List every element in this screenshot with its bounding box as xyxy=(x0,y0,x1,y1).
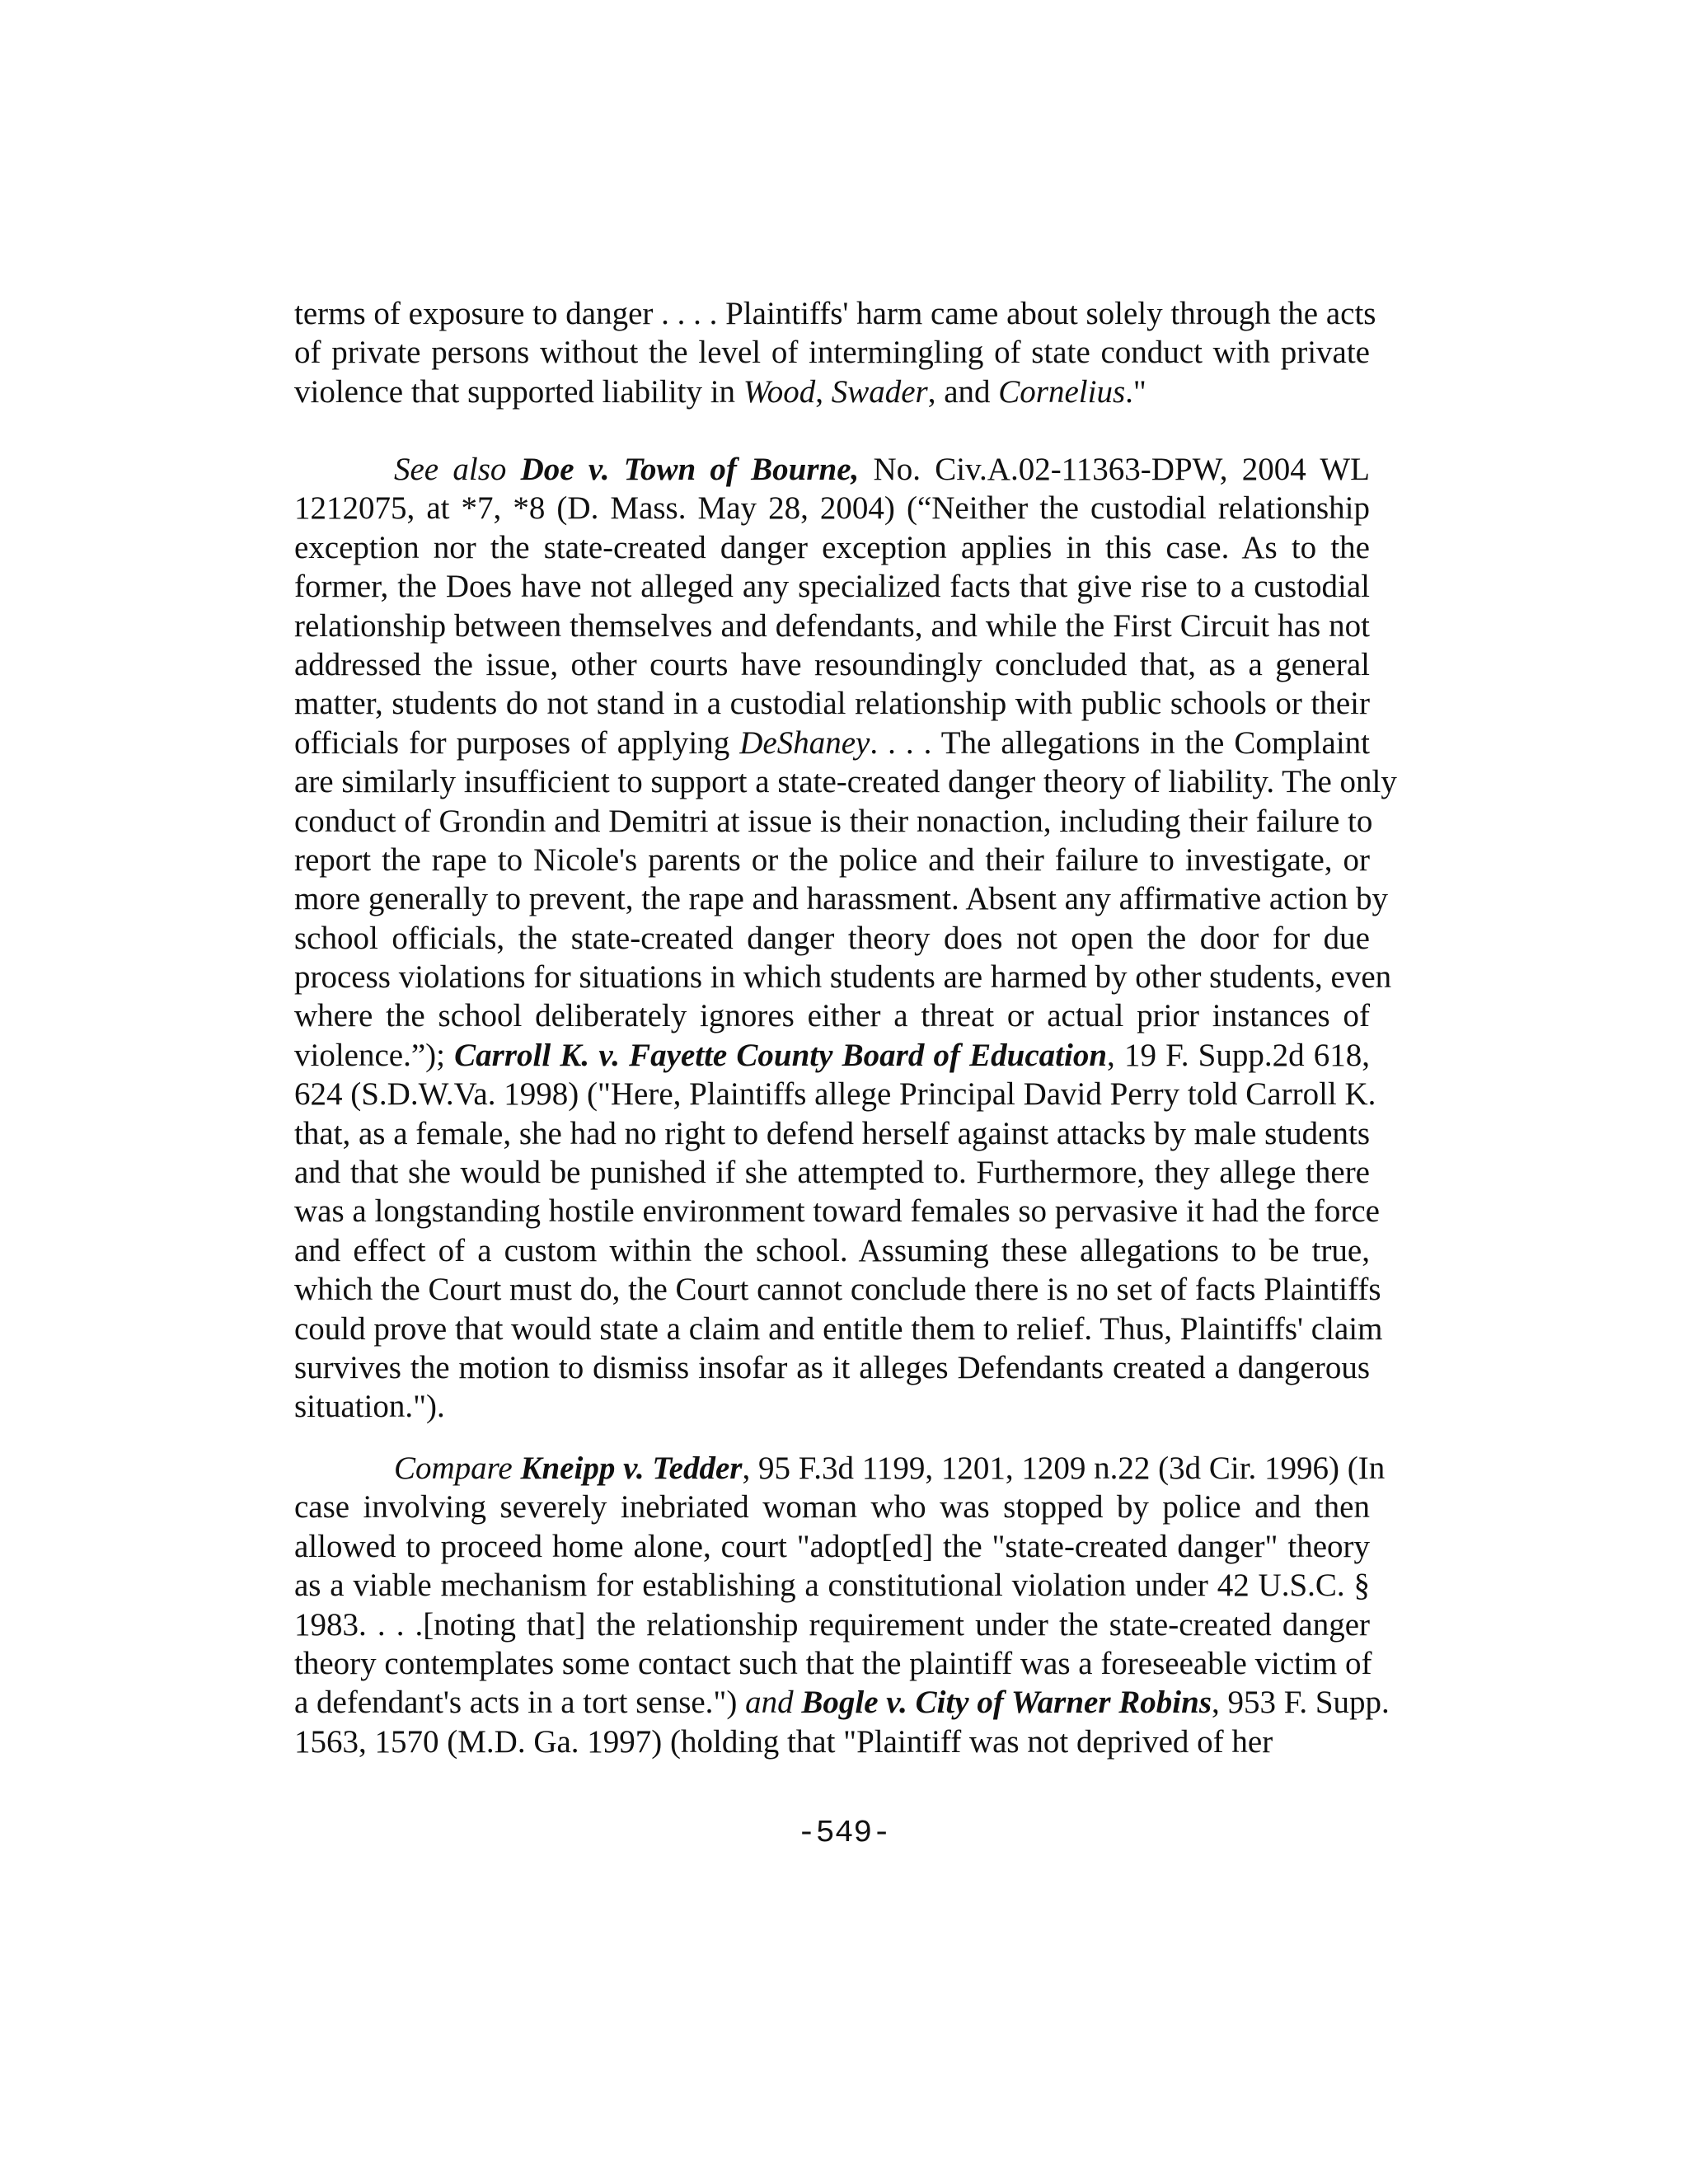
text-line: Compare Kneipp v. Tedder, 95 F.3d 1199, 1201, 1209 n.22 (3d Cir. 1996) (In xyxy=(394,1451,1386,1486)
text-line: allowed to proceed home alone, court "adopt[ed] the "state-created danger" theory xyxy=(294,1528,1370,1564)
italic-text: Swader xyxy=(831,373,928,410)
italic-text: DeShaney xyxy=(739,724,870,761)
text-line: survives the motion to dismiss insofar as it alleges Defendants created a dangerous xyxy=(294,1349,1370,1385)
text-line: of private persons without the level of intermingling of state conduct with private xyxy=(294,335,1370,371)
case-name: Kneipp v. Tedder xyxy=(520,1451,743,1486)
text-line: process violations for situations in which students are harmed by other students, even xyxy=(294,959,1392,996)
text-line: more generally to prevent, the rape and harassment. Absent any affirmative action by xyxy=(294,881,1388,917)
italic-text: and xyxy=(745,1685,802,1721)
text-line: as a viable mechanism for establishing a constitutional violation under 42 U.S.C. § xyxy=(294,1568,1370,1604)
paragraph-see-also xyxy=(294,450,1397,1427)
italic-text: Compare xyxy=(394,1451,521,1486)
text-line: was a longstanding hostile environment toward females so pervasive it had the force xyxy=(294,1193,1380,1230)
text-line: relationship between themselves and defendants, and while the First Circuit has not xyxy=(294,607,1370,644)
text-line: situation."). xyxy=(294,1389,445,1425)
text-line: See also Doe v. Town of Bourne, No. Civ.A.02-11363-DPW, 2004 WL xyxy=(394,452,1370,487)
case-name: Doe v. Town of Bourne, xyxy=(520,452,860,487)
italic-text: See also xyxy=(394,452,521,487)
text-line: could prove that would state a claim and entitle them to relief. Thus, Plaintiffs' claim xyxy=(294,1310,1383,1347)
text-line: a defendant's acts in a tort sense.") and Bogle v. City of Warner Robins, 953 F. Supp. xyxy=(294,1685,1390,1721)
italic-text: Cornelius xyxy=(998,373,1126,410)
text-line: case involving severely inebriated woman who was stopped by police and then xyxy=(294,1489,1370,1526)
text-line: addressed the issue, other courts have resoundingly concluded that, as a general xyxy=(294,646,1370,682)
text-line: report the rape to Nicole's parents or the police and their failure to investigate, or xyxy=(294,841,1370,878)
text-line: which the Court must do, the Court cannot conclude there is no set of facts Plaintiffs xyxy=(294,1272,1381,1308)
text-line: theory contemplates some contact such that the plaintiff was a foreseeable victim of xyxy=(294,1645,1372,1681)
text-line: school officials, the state-created danger theory does not open the door for due xyxy=(294,920,1370,956)
text-line: 624 (S.D.W.Va. 1998) ("Here, Plaintiffs allege Principal David Perry told Carroll K. xyxy=(294,1076,1376,1113)
paragraph-continuation xyxy=(294,294,1376,411)
text-line: are similarly insufficient to support a state-created danger theory of liability. The only xyxy=(294,764,1397,800)
page-number: -549- xyxy=(796,1816,892,1851)
case-name: Carroll K. v. Fayette County Board of Education xyxy=(454,1037,1108,1073)
paragraph-compare xyxy=(294,1449,1390,1761)
text-line: violence that supported liability in Wood, Swader, and Cornelius." xyxy=(294,373,1146,410)
text-line: terms of exposure to danger . . . . Plaintiffs' harm came about solely through the acts xyxy=(294,296,1376,331)
text-line: where the school deliberately ignores either a threat or actual prior instances of xyxy=(294,998,1370,1034)
text-line: and that she would be punished if she attempted to. Furthermore, they allege there xyxy=(294,1155,1370,1191)
text-line: that, as a female, she had no right to defend herself against attacks by male students xyxy=(294,1115,1370,1151)
text-line: officials for purposes of applying DeShaney. . . . The allegations in the Complaint xyxy=(294,724,1370,761)
text-line: 1212075, at *7, *8 (D. Mass. May 28, 2004) (“Neither the custodial relationship xyxy=(294,490,1370,527)
italic-text: Wood xyxy=(743,373,816,410)
case-name: Bogle v. City of Warner Robins xyxy=(801,1685,1212,1721)
text-line: 1563, 1570 (M.D. Ga. 1997) (holding that "Plaintiff was not deprived of her xyxy=(294,1723,1273,1760)
text-line: violence.”); Carroll K. v. Fayette County Board of Education, 19 F. Supp.2d 618, xyxy=(294,1037,1370,1073)
text-line: conduct of Grondin and Demitri at issue is their nonaction, including their failure to xyxy=(294,803,1373,839)
text-line: 1983. . . .[noting that] the relationship requirement under the state-created danger xyxy=(294,1606,1370,1643)
text-line: and effect of a custom within the school. Assuming these allegations to be true, xyxy=(294,1232,1370,1268)
text-line: matter, students do not stand in a custodial relationship with public schools or their xyxy=(294,686,1370,722)
text-line: exception nor the state-created danger exception applies in this case. As to the xyxy=(294,529,1370,565)
text-line: former, the Does have not alleged any specialized facts that give rise to a custodial xyxy=(294,569,1370,605)
